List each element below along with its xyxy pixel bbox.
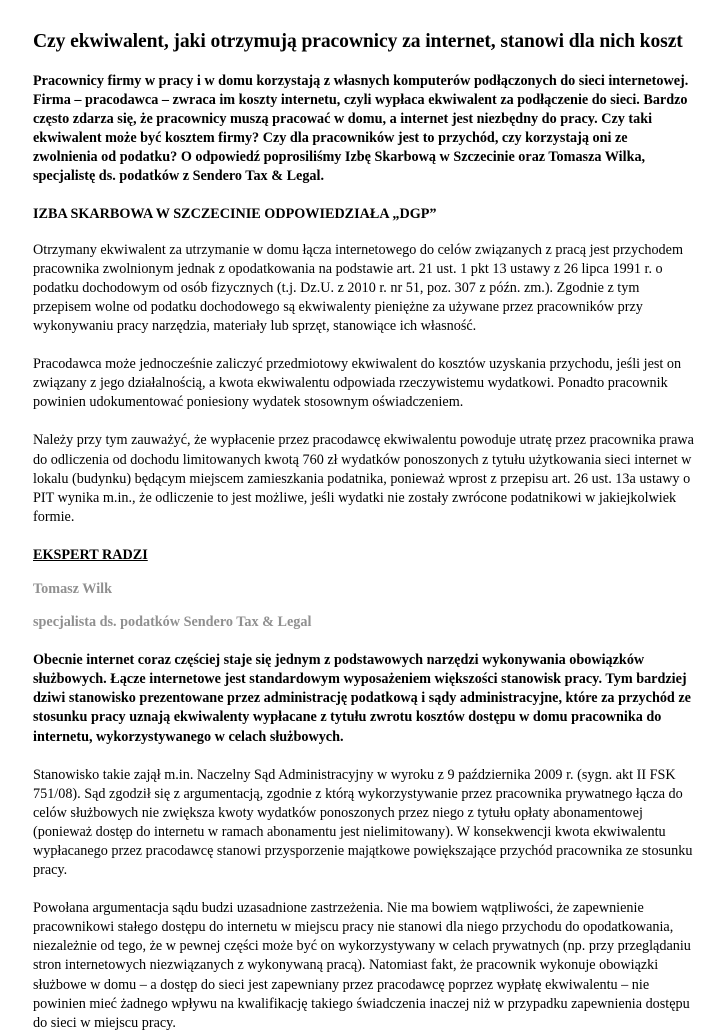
tax-office-paragraph: Pracodawca może jednocześnie zaliczyć przedmiotowy ekwiwalent do kosztów uzyskania przychodu, jeśli jest on związany z jego działalnością, a kwota ekwiwalentu odpowiada rzeczywistemu wydatkowi. Ponadto pracownik powinien udokumentować poniesiony wydatek stosownym oświadczeniem. xyxy=(33,356,682,411)
expert-paragraph: Powołana argumentacja sądu budzi uzasadnione zastrzeżenia. Nie ma bowiem wątpliwości, że zapewnienie pracownikowi stałego dostępu do internetu w miejscu pracy nie stanowi dla niego przychodu do opodatkowania, niezależnie od tego, że w pewnej części może być on wykorzystywany w celach prywatnych (np. przy przeglądaniu stron internetowych niezwiązanych z wykonywaną pracą). Natomiast fakt, że pracownik wykonuje obowiązki służbowe w domu – a dostęp do sieci jest zapewniany przez pracodawcę poprzez wypłatę ekwiwalentu – nie powinien mieć żadnego wpływu na kwalifikację takiego świadczenia inaczej niż w przypadku zapewnienia dostępu do sieci w miejscu pracy. xyxy=(33,900,691,1031)
tax-office-paragraph: Otrzymany ekwiwalent za utrzymanie w domu łącza internetowego do celów związanych z pracą jest przychodem pracownika zwolnionym jednak z opodatkowania na podstawie art. 21 ust. 1 pkt 13 ustawy z 26 lipca 1991 r. o podatku dochodowym od osób fizycznych (t.j. Dz.U. z 2010 r. nr 51, poz. 307 z późn. zm.). Zgodnie z tym przepisem wolne od podatku dochodowego są ekwiwalenty pieniężne za używane przez pracowników przy wykonywaniu pracy narzędzia, materiały lub sprzęt, stanowiące ich własność. xyxy=(33,241,683,335)
expert-name: Tomasz Wilk xyxy=(33,580,112,597)
tax-office-heading: IZBA SKARBOWA W SZCZECINIE ODPOWIEDZIAŁA „DGP” xyxy=(33,205,437,222)
expert-title: specjalista ds. podatków Sendero Tax & Legal xyxy=(33,614,312,631)
expert-heading: EKSPERT RADZI xyxy=(33,546,148,563)
article-lead: Pracownicy firmy w pracy i w domu korzystają z własnych komputerów podłączonych do sieci internetowej. Firma – pracodawca – zwraca im koszty internetu, czyli wypłaca ekwiwalent za podłączenie do sieci. Bardzo często zdarza się, że pracownicy muszą pracować w domu, a internet jest niezbędny do pracy. Czy taki ekwiwalent może być kosztem firmy? Czy dla pracowników jest to przychód, czy korzystają oni ze zwolnienia od podatku? O odpowiedź poprosiliśmy Izbę Skarbową w Szczecinie oraz Tomasza Wilka, specjalistę ds. podatków z Sendero Tax & Legal. xyxy=(33,73,689,185)
tax-office-paragraph: Należy przy tym zauważyć, że wypłacenie przez pracodawcę ekwiwalentu powoduje utratę przez pracownika prawa do odliczenia od dochodu limitowanych kwotą 760 zł wydatków ponoszonych z tytułu użytkowania sieci internet w lokalu (budynku) będącym miejscem zamieszkania podatnika, ponieważ wprost z przepisu art. 26 ust. 13a ustawy o PIT wynika m.in., że odliczenie to jest możliwe, jeśli wydatki nie zostały zwrócone podatnikowi w jakiejkolwiek formie. xyxy=(33,432,694,525)
article-title: Czy ekwiwalent, jaki otrzymują pracownicy za internet, stanowi dla nich koszt xyxy=(33,31,683,52)
expert-bold-paragraph: Obecnie internet coraz częściej staje się jednym z podstawowych narzędzi wykonywania obowiązków służbowych. Łącze internetowe jest standardowym wyposażeniem większości stanowisk pracy. Tym bardziej dziwi stanowisko prezentowane przez administrację podatkową i sądy administracyjne, które za przychód ze stosunku pracy uznają ekwiwalenty wypłacane z tytułu zwrotu kosztów dostępu w domu pracownika do internetu, wykorzystywanego w celach służbowych. xyxy=(33,652,691,745)
expert-paragraph: Stanowisko takie zajął m.in. Naczelny Sąd Administracyjny w wyroku z 9 października 2009 r. (sygn. akt II FSK 751/08). Sąd zgodził się z argumentacją, zgodnie z którą wykorzystywanie przez pracownika prywatnego łącza do celów służbowych nie zwiększa kwoty wydatków ponoszonych przez niego z tytułu opłaty abonamentowej (ponieważ dostęp do internetu w ramach abonamentu jest nielimitowany). W konsekwencji kwota ekwiwalentu wypłacanego przez pracodawcę stanowi przysporzenie majątkowe powiększające przychód pracownika ze stosunku pracy. xyxy=(33,766,693,879)
